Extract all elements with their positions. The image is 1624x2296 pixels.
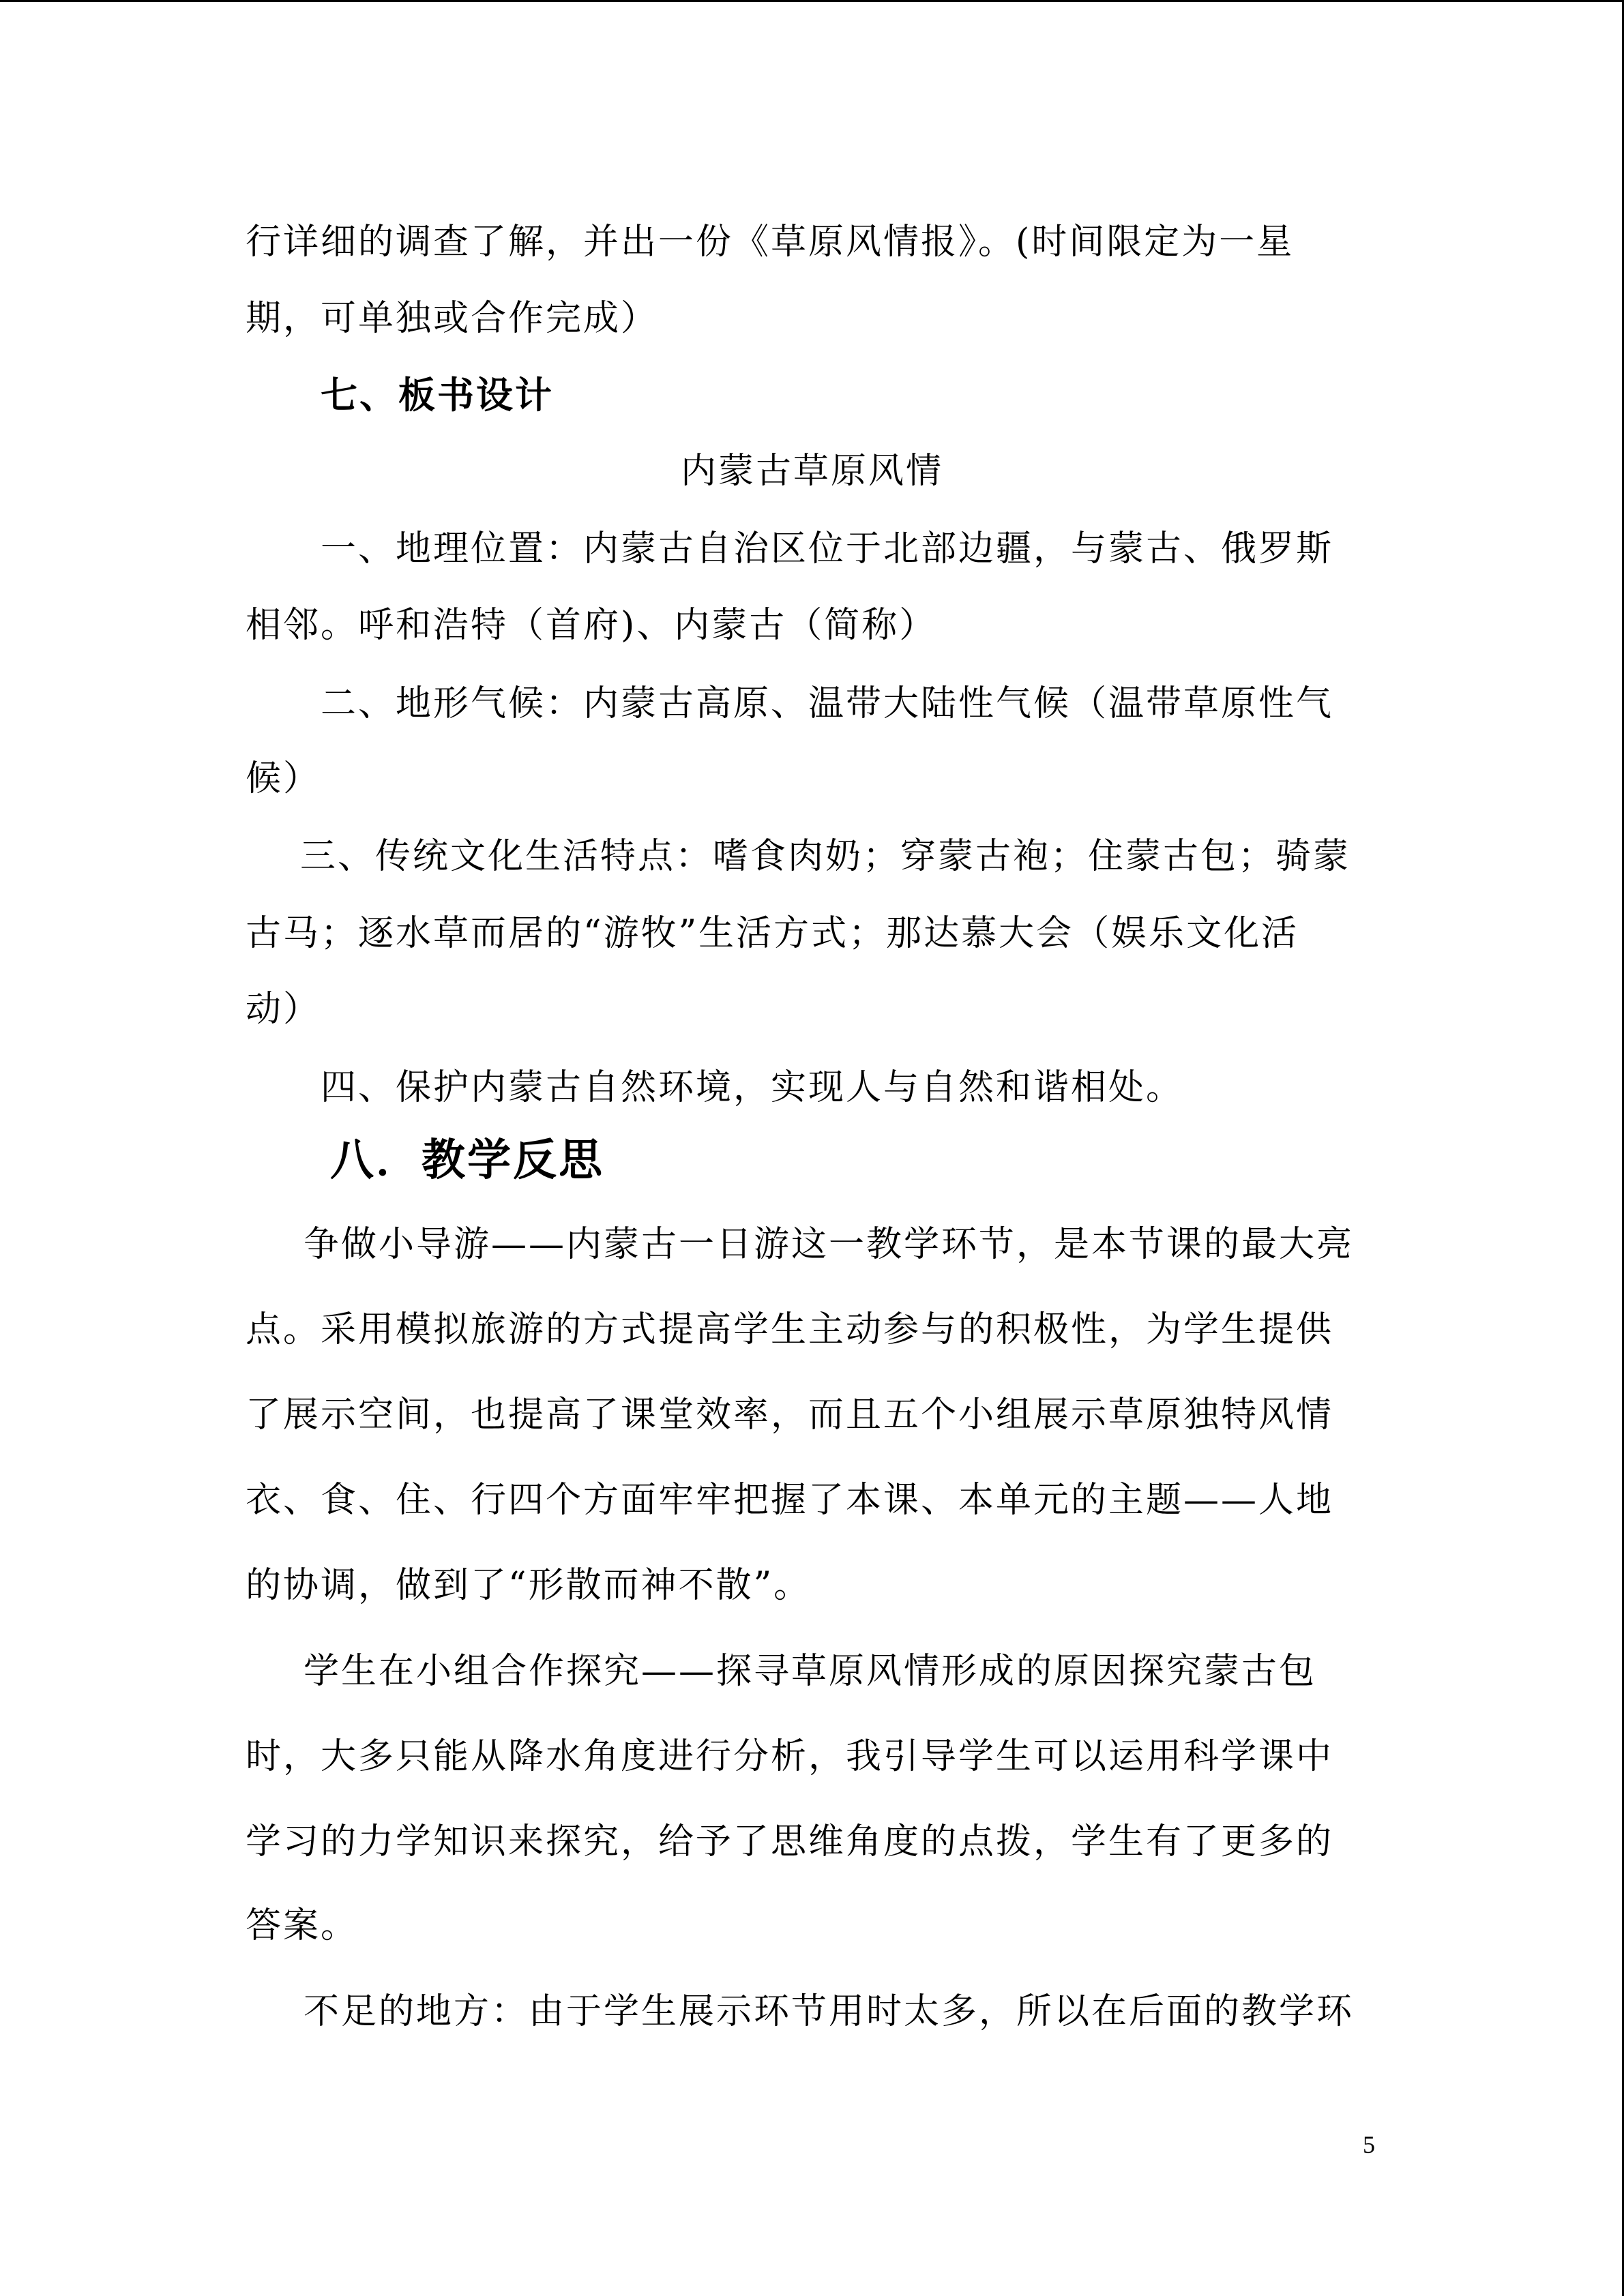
page-number: 5 (1363, 2131, 1375, 2158)
board-item-3-line-3: 动） (246, 989, 321, 1030)
reflection-p1-line-5: 的协调，做到了“形散而神不散”。 (246, 1565, 812, 1606)
intro-line-1: 行详细的调查了解，并出一份《草原风情报》。(时间限定为一星 (246, 222, 1295, 263)
reflection-p1-line-2: 点。采用模拟旅游的方式提高学生主动参与的积极性，为学生提供 (246, 1309, 1334, 1350)
reflection-p2-line-1: 学生在小组合作探究——探寻草原风情形成的原因探究蒙古包 (304, 1651, 1317, 1692)
board-title: 内蒙古草原风情 (680, 451, 943, 492)
reflection-p1-line-3: 了展示空间，也提高了课堂效率，而且五个小组展示草原独特风情 (246, 1395, 1334, 1435)
section-7-heading: 七、板书设计 (321, 373, 554, 417)
section-8-heading: 八．教学反思 (330, 1135, 604, 1186)
board-item-3-line-1: 三、传统文化生活特点：嗜食肉奶；穿蒙古袍；住蒙古包；骑蒙 (300, 836, 1351, 877)
reflection-p1-line-4: 衣、食、住、行四个方面牢牢把握了本课、本单元的主题——人地 (246, 1480, 1334, 1521)
reflection-p1-line-1: 争做小导游——内蒙古一日游这一教学环节，是本节课的最大亮 (304, 1224, 1355, 1265)
board-item-3-line-2: 古马；逐水草而居的“游牧”生活方式；那达慕大会（娱乐文化活 (246, 913, 1299, 954)
reflection-p2-line-4: 答案。 (246, 1905, 359, 1946)
intro-line-2: 期，可单独或合作完成） (246, 298, 659, 339)
board-item-2-line-1: 二、地形气候：内蒙古高原、温带大陆性气候（温带草原性气 (321, 683, 1334, 724)
board-item-4-line-1: 四、保护内蒙古自然环境，实现人与自然和谐相处。 (321, 1067, 1184, 1108)
reflection-p3-line-1: 不足的地方：由于学生展示环节用时太多，所以在后面的教学环 (304, 1991, 1355, 2032)
board-item-1-line-1: 一、地理位置：内蒙古自治区位于北部边疆，与蒙古、俄罗斯 (321, 528, 1334, 569)
reflection-p2-line-2: 时，大多只能从降水角度进行分析，我引导学生可以运用科学课中 (246, 1736, 1334, 1777)
board-item-1-line-2: 相邻。呼和浩特（首府)、内蒙古（简称） (246, 605, 937, 646)
reflection-p2-line-3: 学习的力学知识来探究，给予了思维角度的点拨，学生有了更多的 (246, 1821, 1334, 1862)
board-item-2-line-2: 候） (246, 758, 321, 799)
